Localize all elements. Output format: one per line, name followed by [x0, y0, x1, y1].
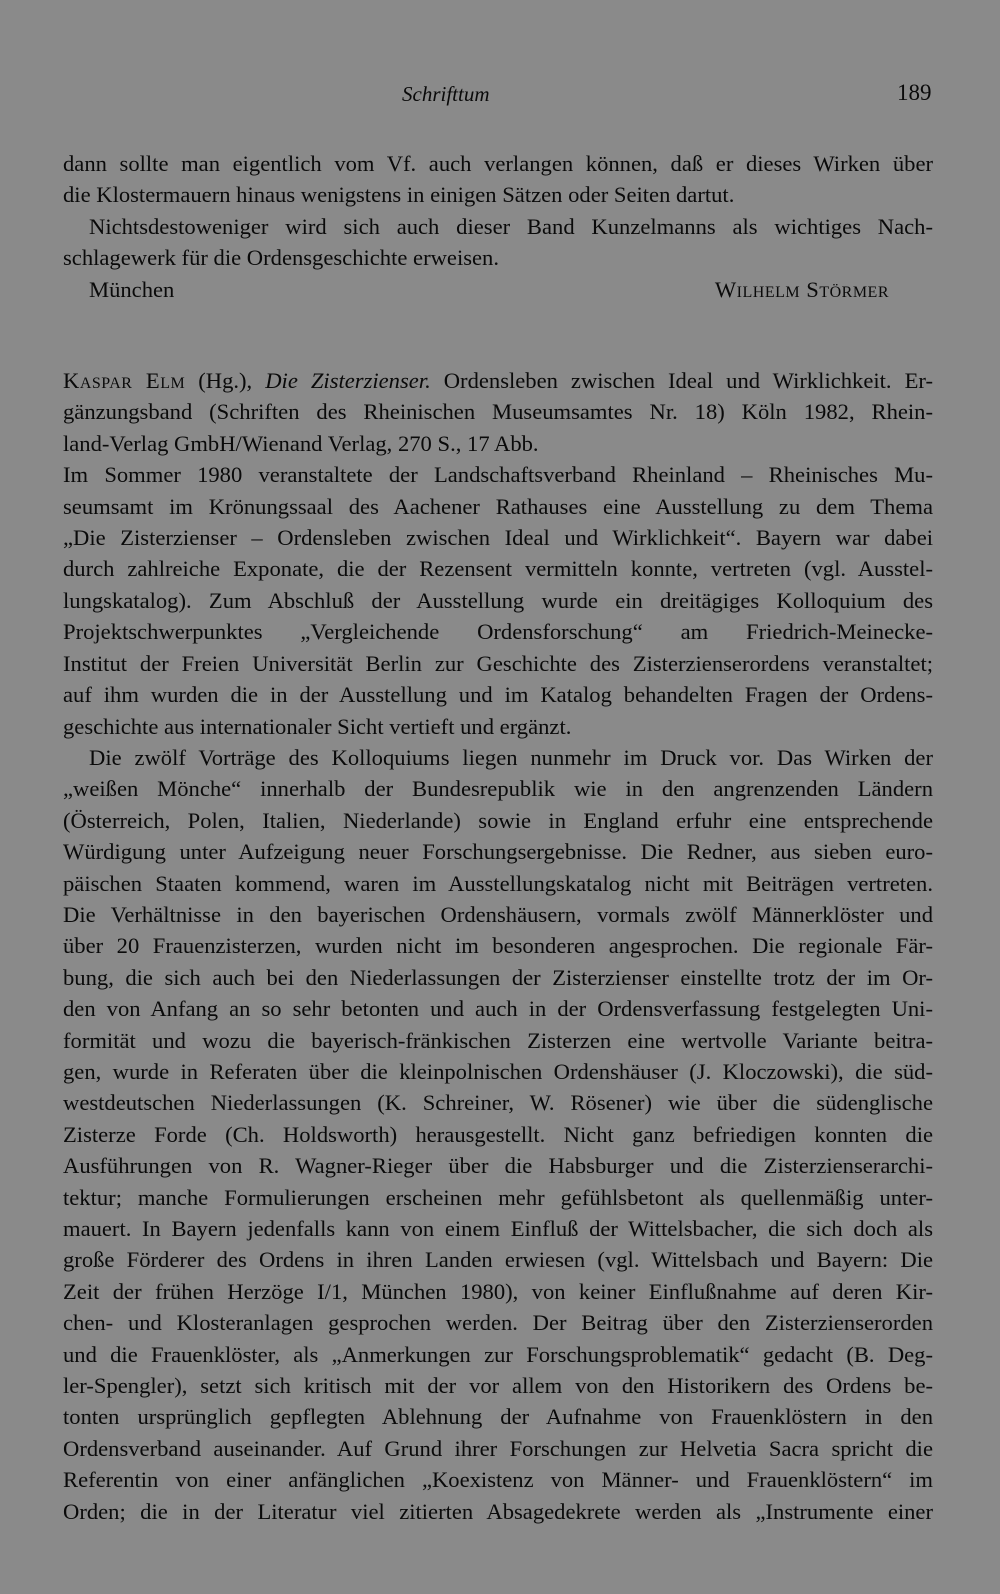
- bibliographic-entry: [63, 365, 933, 459]
- biblio-line: [63, 365, 933, 396]
- text-line: „Die Zisterzienser – Ordensleben zwischen Ideal und Wirklichkeit“. Bayern war dabei: [63, 525, 933, 551]
- text-line: Würdigung unter Aufzeigung neuer Forschungsergebnisse. Die Redner, aus sieben euro-: [63, 839, 933, 865]
- text-line: tonten ursprünglich gepflegten Ablehnung der Aufnahme von Frauenklöstern in den: [63, 1404, 933, 1430]
- text-line: westdeutschen Niederlassungen (K. Schreiner, W. Rösener) wie über die südenglische: [63, 1090, 933, 1116]
- text-line: tektur; manche Formulierungen erscheinen mehr gefühlsbetont als quellenmäßig unter-: [63, 1184, 933, 1210]
- text-line: auf ihm wurden die in der Ausstellung und im Katalog behandelten Fragen der Ordens-: [63, 682, 933, 708]
- text-line: Nichtsdestoweniger wird sich auch dieser Band Kunzelmanns als wichtiges Nach-: [89, 213, 933, 239]
- text-line: Ausführungen von R. Wagner-Rieger über die Habsburger und die Zisterzienserarchi-: [63, 1153, 933, 1179]
- text-line: große Förderer des Ordens in ihren Landen erwiesen (vgl. Wittelsbach und Bayern: Die: [63, 1247, 933, 1273]
- book-title: Die Zisterzienser.: [265, 368, 431, 394]
- biblio-line: land-Verlag GmbH/Wienand Verlag, 270 S., 17 Abb.: [63, 430, 539, 456]
- text-line: Institut der Freien Universität Berlin zur Geschichte des Zisterzienserordens veranstaltet;: [63, 650, 933, 676]
- page-number: 189: [897, 80, 932, 105]
- text-line: schlagewerk für die Ordensgeschichte erweisen.: [63, 245, 499, 271]
- text-line: chen- und Klosteranlagen gesprochen werden. Der Beitrag über den Zisterzienserorden: [63, 1310, 933, 1336]
- text-line: Die Verhältnisse in den bayerischen Ordenshäusern, vormals zwölf Männerklöster und: [63, 901, 933, 927]
- page-body: [63, 148, 933, 1527]
- text-line: Ordensverband auseinander. Auf Grund ihrer Forschungen zur Helvetia Sacra spricht die: [63, 1435, 933, 1461]
- signature-row: [63, 274, 933, 305]
- text-line: ler-Spengler), setzt sich kritisch mit der vor allem von den Historikern des Ordens be-: [63, 1373, 933, 1399]
- text-line: bung, die sich auch bei den Niederlassungen der Zisterzienser einstellte trotz der im Or-: [63, 964, 933, 990]
- text-line: Projektschwerpunktes „Vergleichende Ordensforschung“ am Friedrich-Meinecke-: [63, 619, 933, 645]
- text-line: Orden; die in der Literatur viel zitierten Absagedekrete werden als „Instrumente einer: [63, 1498, 933, 1524]
- text-line: und die Frauenklöster, als „Anmerkungen zur Forschungsproblematik“ gedacht (B. Deg-: [63, 1341, 933, 1367]
- text-line: Referentin von einer anfänglichen „Koexistenz von Männer- und Frauenklöstern“ im: [63, 1467, 933, 1493]
- reviewer-name: Wilhelm Störmer: [714, 276, 889, 302]
- section-gap: [63, 305, 933, 365]
- text-line: durch zahlreiche Exponate, die der Rezensent vermitteln konnte, vertreten (vgl. Ausstel-: [63, 556, 933, 582]
- text-line: formität und wozu die bayerisch-fränkischen Zisterzen eine wertvolle Variante beitra-: [63, 1027, 933, 1053]
- text-line: über 20 Frauenzisterzen, wurden nicht im besonderen angesprochen. Die regionale Fär-: [63, 933, 933, 959]
- text-line: Zisterze Forde (Ch. Holdsworth) herausgestellt. Nicht ganz befriedigen konnten die: [63, 1121, 933, 1147]
- review-paragraph-2: [63, 742, 933, 1527]
- book-author: Kaspar Elm: [63, 368, 186, 394]
- text-line: gen, wurde in Referaten über die kleinpolnischen Ordenshäuser (J. Kloczowski), die süd-: [63, 1058, 933, 1084]
- text-line: „weißen Mönche“ innerhalb der Bundesrepublik wie in den angrenzenden Ländern: [63, 776, 933, 802]
- text-line: (Österreich, Polen, Italien, Niederlande) sowie in England erfuhr eine entsprechende: [63, 807, 933, 833]
- review-paragraph-1: [63, 459, 933, 742]
- editor-note: (Hg.),: [185, 368, 266, 394]
- text-line: geschichte aus internationaler Sicht vertieft und ergänzt.: [63, 713, 572, 739]
- text-line: seumsamt im Krönungssaal des Aachener Rathauses eine Ausstellung zu dem Thema: [63, 493, 933, 519]
- text-line: lungskatalog). Zum Abschluß der Ausstellung wurde ein dreitägiges Kolloquium des: [63, 587, 933, 613]
- text-line: mauert. In Bayern jedenfalls kann von einem Einfluß der Wittelsbacher, die sich doch als: [63, 1216, 933, 1241]
- text-line: dann sollte man eigentlich vom Vf. auch verlangen können, daß er dieses Wirken über: [63, 151, 933, 176]
- page-header: [0, 82, 1000, 112]
- text-line: Zeit der frühen Herzöge I/1, München 1980), von keiner Einflußnahme auf deren Kir-: [63, 1278, 933, 1304]
- text-line: den von Anfang an so sehr betonten und auch in der Ordensverfassung festgelegten Uni-: [63, 996, 933, 1022]
- book-subtitle: Ordensleben zwischen Ideal und Wirklichkeit. Er-: [430, 368, 933, 394]
- running-title: Schrifttum: [402, 82, 490, 106]
- text-line: päischen Staaten kommend, waren im Ausstellungskatalog nicht mit Beiträgen vertreten.: [63, 870, 933, 896]
- text-line: Im Sommer 1980 veranstaltete der Landschaftsverband Rheinland – Rheinisches Mu-: [63, 462, 933, 488]
- text-line: die Klostermauern hinaus wenigstens in einigen Sätzen oder Seiten dartut.: [63, 182, 735, 208]
- review-place: München: [89, 276, 175, 302]
- biblio-line: gänzungsband (Schriften des Rheinischen Museumsamtes Nr. 18) Köln 1982, Rhein-: [63, 399, 933, 425]
- text-line: Die zwölf Vorträge des Kolloquiums liegen nunmehr im Druck vor. Das Wirken der: [89, 744, 933, 770]
